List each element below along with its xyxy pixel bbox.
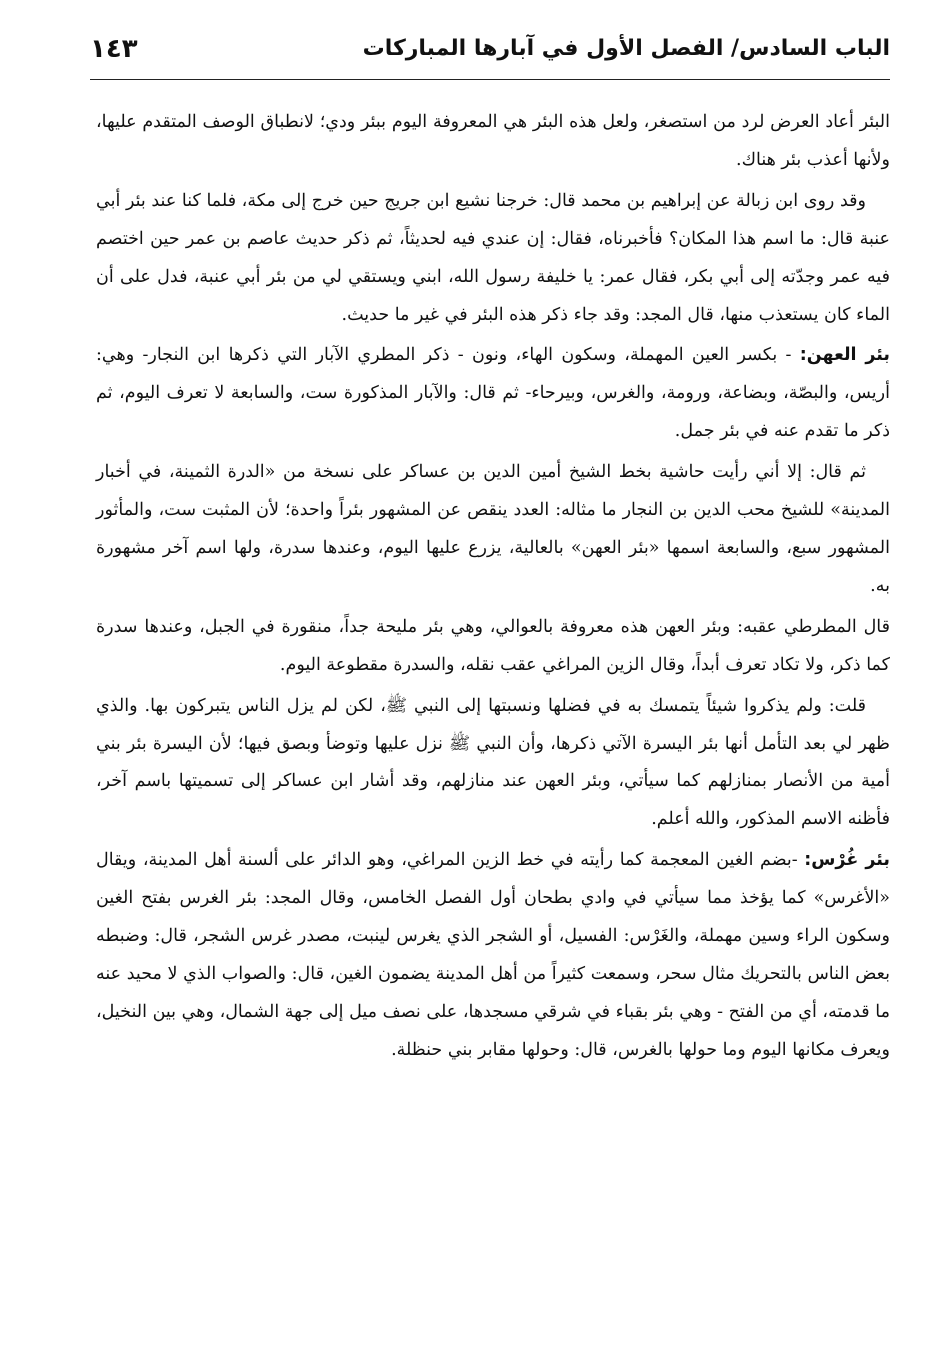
paragraph-text: قلت: ولم يذكروا شيئاً يتمسك به في فضلها ونسبتها إلى النبي ﷺ، لكن لم يزل الناس يتبركون بها. والذي ظهر لي بعد التأمل أنها بئر اليسرة الآتي ذكرها، وأن النبي ﷺ نزل عليها وتوضأ وبصق فيها؛ لأن اليسرة بئر بني أمية من الأنصار بمنازلهم كما سيأتي، وبئر العهن عند منازلهم، وقد أشار ابن عساكر إلى تسميتها باسم آخر، فأظنه الاسم المذكور، والله أعلم. — [96, 695, 890, 830]
paragraph-ibn-zabala-narration — [96, 183, 890, 335]
paragraph-text: - بكسر العين المهملة، وسكون الهاء، ونون - ذكر المطري الآبار التي ذكرها ابن النجار- وهي: أريس، والبصّة، وبضاعة، ورومة، والغرس، وبيرحاء- ثم قال: والآبار المذكورة ست، والسابعة لا تعرف اليوم، ثم ذكر ما تقدم عنه في بئر جمل. — [96, 345, 890, 442]
paragraph-text: قال المطرطي عقبه: وبئر العهن هذه معروفة بالعوالي، وهي بئر مليحة جداً، منقورة في الجبل، وعندها سدرة كما ذكر، ولا تكاد تعرف أبداً، وقال الزين المراغي عقب نقله، والسدرة مقطوعة اليوم. — [96, 616, 890, 675]
paragraph-bir-wadi — [96, 104, 890, 180]
paragraph-matari-comment — [96, 609, 890, 685]
paragraph-bir-ghurs — [96, 842, 890, 1069]
header-divider — [90, 79, 890, 80]
entry-heading: بئر العهن: — [799, 345, 890, 366]
paragraph-text: البئر أعاد العرض لرد من استصغر، ولعل هذه البئر هي المعروفة اليوم ببئر ودي؛ لانطباق الوصف المتقدم عليها، ولأنها أعذب بئر هناك. — [96, 112, 890, 170]
page-number: ١٤٣ — [90, 34, 138, 64]
running-header — [90, 28, 890, 72]
paragraph-text: وقد روى ابن زبالة عن إبراهيم بن محمد قال: خرجنا نشيع ابن جريج حين خرج إلى مكة، فلما كنا عند بئر أبي عنبة قال: ما اسم هذا المكان؟ فأخبرناه، فقال: إن عندي فيه لحديثاً، ثم ذكر حديث عاصم بن عمر حين اختصم فيه عمر وجدّته إلى أبي بكر، فقال عمر: يا خليفة رسول الله، ابني ويستقي لي من بئر أبي عنبة، فدل على أن الماء كان يستعذب منها، قال المجد: وقد جاء ذكر هذه البئر في غير ما حديث. — [96, 190, 890, 325]
entry-heading: بئر غُرْس: — [804, 850, 890, 871]
body-text — [96, 104, 890, 1073]
paragraph-text: ثم قال: إلا أني رأيت حاشية بخط الشيخ أمين الدين بن عساكر على نسخة من «الدرة الثمينة، في أخبار المدينة» للشيخ محب الدين بن النجار ما مثاله: العدد ينقص عن المشهور بئراً واحدة؛ لأن المثبت ست، والمأثور المشهور سبع، والسابعة اسمها «بئر العهن» بالعالية، يزرع عليها اليوم، وعندها سدرة، ولها اسم آخر مشهورة به. — [96, 462, 890, 596]
chapter-title: الباب السادس/ الفصل الأول في آبارها المباركات — [362, 36, 890, 61]
paragraph-text: -بضم الغين المعجمة كما رأيته في خط الزين المراغي، وهو الدائر على ألسنة أهل المدينة، ويقال «الأغرس» كما يؤخذ مما سيأتي في وادي بطحان أول الفصل الخامس، وقال المجد: بئر الغرس بفتح الغين وسكون الراء وسين مهملة، والغَرْس: الفسيل، أو الشجر الذي يغرس لينبت، مصدر غرس الشجر، قال: وضبطه بعض الناس بالتحريك مثال سحر، وسمعت كثيراً من أهل المدينة يضمون الغين، قال: والصواب الذي لا محيد عنه ما قدمته، أي من الفتح - وهي بئر بقباء في شرقي مسجدها، على نصف ميل إلى جهة الشمال، وهي بين النخيل، ويعرف مكانها اليوم وما حولها بالغرس، قال: وحولها مقابر بني حنظلة. — [96, 850, 890, 1060]
paragraph-bir-al-ihn — [96, 337, 890, 451]
paragraph-author-opinion — [96, 688, 890, 840]
paragraph-ibn-asakir-note — [96, 454, 890, 606]
